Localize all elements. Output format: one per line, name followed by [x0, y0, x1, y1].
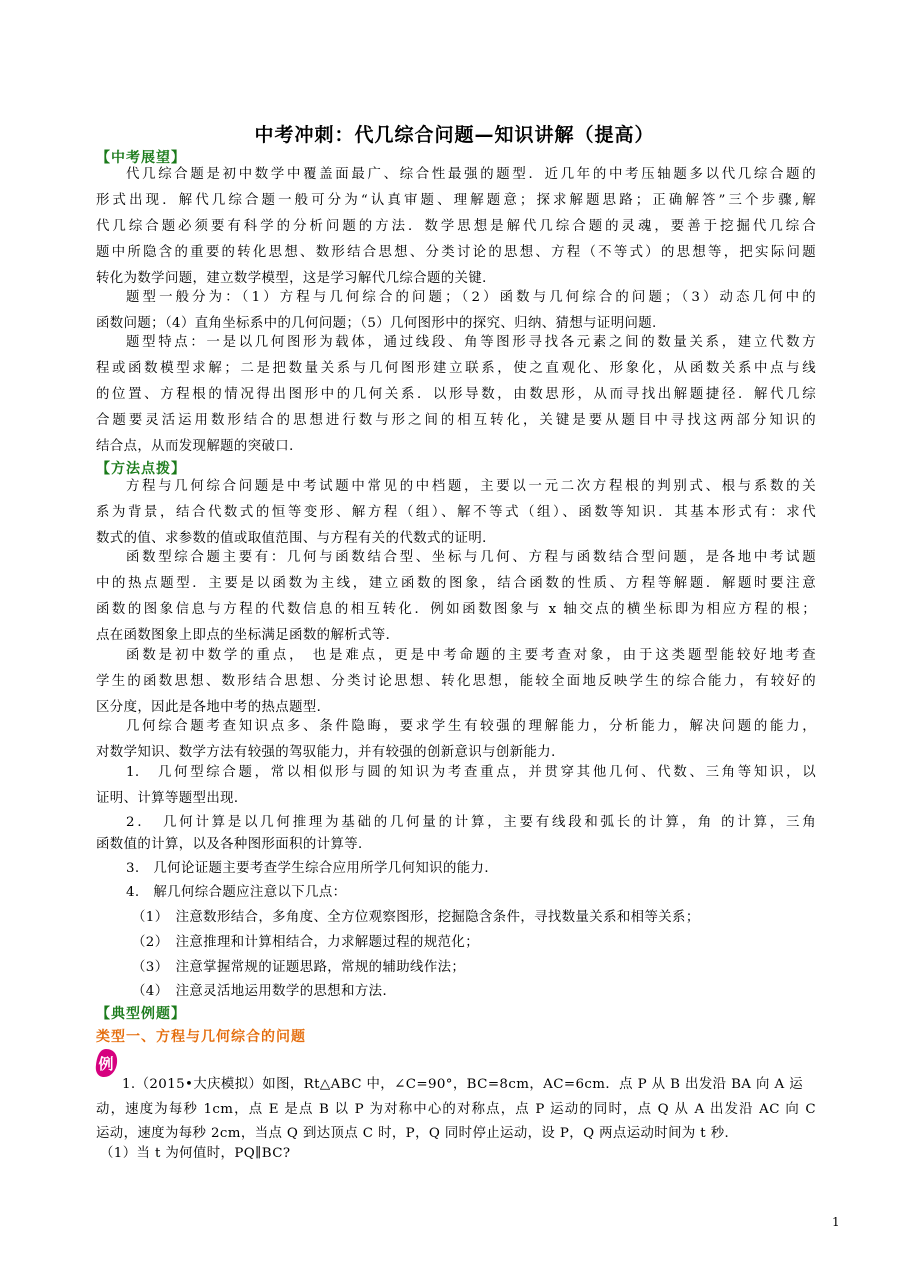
text-line: 几何综合题考查知识点多、条件隐晦，要求学生有较强的理解能力，分析能力，解决问题的能力， [126, 719, 816, 734]
text-line: （2） 注意推理和计算相结合，力求解题过程的规范化； [132, 935, 479, 950]
text-line: （1）当 t 为何值时，PQ∥BC? [100, 1146, 291, 1161]
text-line: （1） 注意数形结合，多角度、全方位观察图形，挖掘隐含条件，寻找数量关系和相等关系； [132, 910, 700, 925]
text-line: 结合点，从而发现解题的突破口． [96, 439, 303, 454]
text-line: 代几综合题是初中数学中覆盖面最广、综合性最强的题型．近几年的中考压轴题多以代几综合题的 [126, 167, 816, 182]
text-line: 1.（2015•大庆模拟）如图，Rt△ABC 中，∠C=90°，BC=8cm，AC=6cm．点 P 从 B 出发沿 BA 向 A 运 [122, 1077, 804, 1092]
text-line: （4） 注意灵活地运用数学的思想和方法． [132, 984, 397, 999]
text-line: 函数是初中数学的重点， 也是难点，更是中考命题的主要考查对象，由于这类题型能较好地考查 [126, 648, 816, 663]
text-line: 代几综合题必须要有科学的分析问题的方法．数学思想是解代几综合题的灵魂，要善于挖掘代几综合 [96, 219, 816, 234]
text-line: 点在函数图象上即点的坐标满足函数的解析式等． [96, 628, 400, 643]
text-line: 函数值的计算，以及各种图形面积的计算等． [96, 837, 372, 852]
section-heading-examples: 【典型例题】 [96, 1006, 186, 1022]
text-line: 运动，速度为每秒 2cm，当点 Q 到达顶点 C 时，P，Q 同时停止运动，设 P，Q 两点运动时间为 t 秒． [96, 1126, 739, 1141]
text-line: 函数问题；（4）直角坐标系中的几何问题；（5）几何图形中的探究、归纳、猜想与证明问题. [96, 316, 657, 331]
text-line: 函数的图象信息与方程的代数信息的相互转化．例如函数图象与 x 轴交点的横坐标即为相应方程的根； [96, 602, 816, 617]
text-line: （3） 注意掌握常规的证题思路，常规的辅助线作法； [132, 960, 466, 975]
text-line: 转化为数学问题，建立数学模型，这是学习解代几综合题的关键． [96, 271, 496, 286]
text-line: 中的热点题型．主要是以函数为主线，建立函数的图象，结合函数的性质、方程等解题．解题时要注意 [96, 576, 816, 591]
text-line: 的位置、方程根的情况得出图形中的几何关系．以形导数，由数思形，从而寻找出解题捷径．解代几综 [96, 387, 816, 402]
text-line: 程或函数模型求解；二是把数量关系与几何图形建立联系，使之直观化、形象化，从函数关系中点与线 [96, 361, 816, 376]
text-line: 学生的函数思想、数形结合思想、分类讨论思想、转化思想，能较全面地反映学生的综合能力，有较好的 [96, 674, 816, 689]
text-line: 2． 几何计算是以几何推理为基础的几何量的计算，主要有线段和弧长的计算，角 的计算，三角 [126, 815, 816, 830]
text-line: 3. 几何论证题主要考查学生综合应用所学几何知识的能力． [126, 861, 499, 876]
text-line: 区分度，因此是各地中考的热点题型． [96, 700, 331, 715]
page-title: 中考冲刺：代几综合问题—知识讲解（提高） [254, 124, 655, 146]
text-line: 系为背景，结合代数式的恒等变形、解方程（组）、解不等式（组）、函数等知识．其基本形式有：求代 [96, 505, 816, 520]
page-number: 1 [832, 1215, 840, 1229]
text-line: 对数学知识、数学方法有较强的驾驭能力，并有较强的创新意识与创新能力． [96, 745, 565, 760]
type-heading: 类型一、方程与几何综合的问题 [96, 1029, 306, 1045]
section-heading-outlook: 【中考展望】 [96, 150, 186, 166]
text-line: 证明、计算等题型出现． [96, 791, 248, 806]
text-line: 4. 解几何综合题应注意以下几点： [126, 885, 347, 900]
text-line: 方程与几何综合问题是中考试题中常见的中档题，主要以一元二次方程根的判别式、根与系数的关 [126, 479, 816, 494]
text-line: 形式出现．解代几综合题一般可分为“认真审题、理解题意；探求解题思路；正确解答”三个步骤,解 [96, 193, 816, 208]
text-line: 1. 几何型综合题，常以相似形与圆的知识为考查重点，并贯穿其他几何、代数、三角等知识，以 [126, 765, 816, 780]
text-line: 数式的值、求参数的值或取值范围、与方程有关的代数式的证明． [96, 531, 496, 546]
text-line: 题型一般分为：（1）方程与几何综合的问题；（2）函数与几何综合的问题；（3）动态几何中的 [126, 290, 816, 305]
text-line: 合题要灵活运用数形结合的思想进行数与形之间的相互转化，关键是要从题目中寻找这两部分知识的 [96, 413, 816, 428]
text-line: 题型特点：一是以几何图形为载体，通过线段、角等图形寻找各元素之间的数量关系，建立代数方 [126, 335, 816, 350]
section-heading-methods: 【方法点拨】 [96, 461, 186, 477]
text-line: 函数型综合题主要有：几何与函数结合型、坐标与几何、方程与函数结合型问题，是各地中考试题 [126, 550, 816, 565]
text-line: 题中所隐含的重要的转化思想、数形结合思想、分类讨论的思想、方程（不等式）的思想等，把实际问题 [96, 245, 816, 260]
text-line: 动，速度为每秒 1cm，点 E 是点 B 以 P 为对称中心的对称点，点 P 运动的同时，点 Q 从 A 出发沿 AC 向 C [96, 1102, 816, 1117]
badge-label: 例 [98, 1055, 114, 1073]
example-badge-icon [94, 1048, 118, 1078]
